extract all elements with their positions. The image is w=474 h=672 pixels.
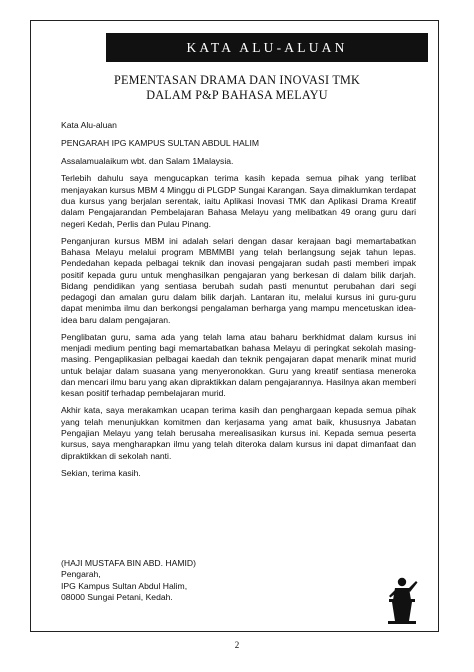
signatory-organization: IPG Kampus Sultan Abdul Halim,	[61, 580, 188, 591]
signatory-name: (HAJI MUSTAFA BIN ABD. HAMID)	[61, 558, 196, 568]
signatory-address: 08000 Sungai Petani, Kedah.	[61, 591, 173, 602]
greeting: Assalamualaikum wbt. dan Salam 1Malaysia.	[61, 155, 234, 166]
letter-body	[61, 120, 416, 485]
document-heading	[40, 73, 434, 103]
paragraph-4: Akhir kata, saya merakamkan ucapan terima kasih dan penghargaan kepada semua pihak yang telah menunjukkan komitmen dan kerjasama yang amat baik, khususnya Jabatan Pengajian Melayu yang telah berusaha merealisasikan kursus ini. Kepada semua peserta kursus, saya mengharapkan ilmu yang telah diteroka dalam kursus ini dapat dimanfaat dan dipraktikkan di sekolah nanti.	[61, 405, 416, 461]
signatory-title: Pengarah,	[61, 569, 101, 580]
heading-line-1: PEMENTASAN DRAMA DAN INOVASI TMK	[113, 73, 361, 87]
page-number: 2	[234, 640, 240, 650]
paragraph-2: Penganjuran kursus MBM ini adalah selari dengan dasar kerajaan bagi memartabatkan Bahasa Melayu melalui program MBMMBI yang telah berlangsung sejak tahun lepas. Pendedahan kepada pelbagai teknik dan inovasi pengajaran sudah pasti memberi impak positif kepada guru untuk menghasilkan pengajaran yang berkesan di dalam bilik darjah. Bidang pendidikan yang sentiasa berubah sudah pasti menuntut perubahan dari segi pedagogi dan amalan guru dalam bilik darjah. Lantaran itu, melalui kursus ini guru-guru dapat menimba ilmu dan berkongsi pengalaman berharga yang mampu mencetuskan idea-idea baru dalam pengajaran.	[61, 235, 416, 325]
section-title: KATA ALU-ALUAN	[186, 39, 348, 55]
heading-line-2: DALAM P&P BAHASA MELAYU	[146, 88, 328, 102]
closing: Sekian, terima kasih.	[61, 467, 141, 478]
paragraph-1: Terlebih dahulu saya mengucapkan terima kasih kepada semua pihak yang terlibat menjayakan kursus MBM 4 Minggu di PLGDP Sungai Karangan. Saya dimaklumkan terdapat dua kursus yang berjalan serentak, iaitu Aplikasi Inovasi TMK dan Aplikasi Drama Kreatif dalam Pengajarandan Pembelajaran Bahasa Melayu yang melibatkan 49 orang guru dari negeri Kedah, Perlis dan Pulau Pinang.	[61, 173, 416, 229]
speaker-at-podium-icon	[382, 576, 422, 631]
paragraph-3: Penglibatan guru, sama ada yang telah lama atau baharu berkhidmat dalam kursus ini menjadi medium penting bagi memartabatkan bahasa Melayu di peringkat sekolah masing-masing. Pengaplikasian pelbagai kaedah dan teknik pengajaran dapat menarik minat murid untuk belajar dalam suasana yang menyeronokkan. Guru yang kreatif sentiasa meneroka dan mencari ilmu baru yang akan dipraktikkan dalam pengajarannya. Hasilnya akan memberi kesan positif terhadap pembelajaran murid.	[61, 331, 416, 399]
addressee: PENGARAH IPG KAMPUS SULTAN ABDUL HALIM	[61, 137, 260, 148]
section-title-bar	[106, 33, 428, 62]
signature-block	[61, 558, 196, 603]
salutation: Kata Alu-aluan	[61, 120, 117, 130]
